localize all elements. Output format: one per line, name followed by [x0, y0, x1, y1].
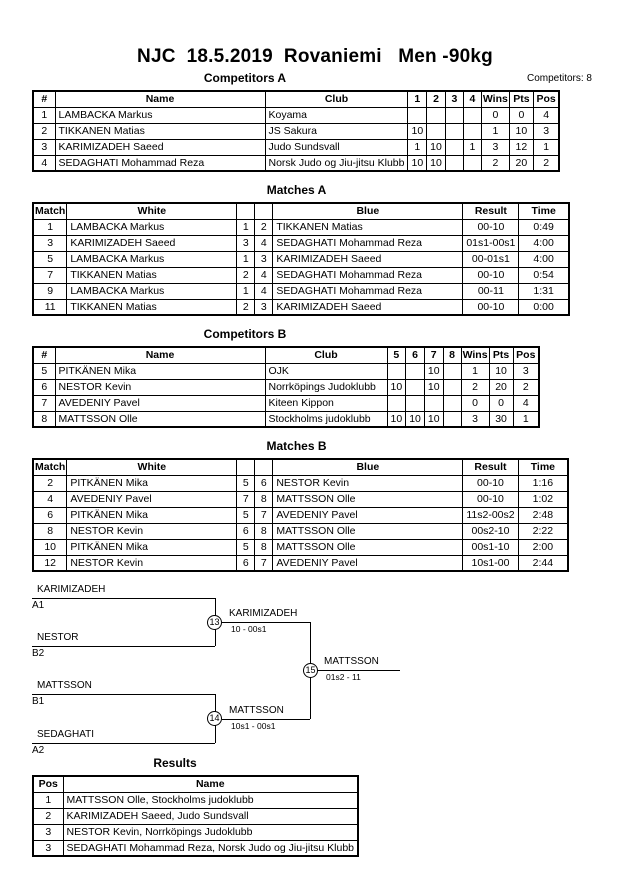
header-row	[33, 776, 358, 792]
table-cell: Norrköpings Judoklubb	[265, 379, 387, 395]
table-cell: 1:31	[519, 283, 569, 299]
table-cell: Stockholms judoklubb	[265, 411, 387, 427]
table-cell: 3	[481, 139, 509, 155]
bracket-winner-name: MATTSSON	[324, 656, 379, 667]
table-row	[33, 840, 358, 856]
table-cell: TIKKANEN Matias	[67, 299, 237, 315]
table-cell: MATTSSON Olle	[273, 539, 463, 555]
table-cell: 5	[33, 363, 55, 379]
bracket-competitor-name: NESTOR	[37, 632, 79, 643]
table-cell	[445, 123, 463, 139]
column-header	[237, 459, 255, 475]
table-cell	[443, 395, 461, 411]
table-cell: 1	[237, 219, 255, 235]
table-cell: 00-10	[463, 491, 518, 507]
column-header: Blue	[273, 203, 463, 219]
column-header: Name	[63, 776, 358, 792]
table-cell: 00-10	[463, 475, 518, 491]
competitors-a-section-header	[0, 71, 630, 85]
table-cell: 00-01s1	[463, 251, 519, 267]
table-cell	[443, 411, 461, 427]
table-cell: 2	[513, 379, 539, 395]
table-cell: AVEDENIY Pavel	[67, 491, 237, 507]
table-cell	[408, 107, 427, 123]
table-row	[33, 139, 559, 155]
bracket-match-score: 10s1 - 00s1	[231, 721, 276, 731]
column-header: Time	[518, 459, 568, 475]
table-cell	[387, 363, 406, 379]
column-header: #	[33, 91, 55, 107]
bracket-line	[32, 598, 215, 599]
table-cell: 0	[481, 107, 509, 123]
table-cell: Koyama	[265, 107, 408, 123]
header-row	[33, 347, 539, 363]
table-row	[33, 235, 569, 251]
table-cell	[424, 395, 443, 411]
table-cell: 2	[255, 219, 273, 235]
table-cell: LAMBACKA Markus	[67, 251, 237, 267]
table-cell: KARIMIZADEH Saeed	[67, 235, 237, 251]
table-row	[33, 395, 539, 411]
column-header: 3	[445, 91, 463, 107]
table-cell: 2	[33, 475, 67, 491]
column-header: Result	[463, 203, 519, 219]
table-cell: KARIMIZADEH Saeed	[273, 299, 463, 315]
column-header: Pts	[489, 347, 513, 363]
table-cell: 7	[255, 555, 273, 571]
elimination-bracket	[0, 582, 630, 754]
table-cell	[445, 107, 463, 123]
column-header: Time	[519, 203, 569, 219]
column-header: Match	[33, 459, 67, 475]
bracket-winner-name: MATTSSON	[229, 705, 284, 716]
table-cell: Judo Sundsvall	[265, 139, 408, 155]
table-cell: 2	[461, 379, 489, 395]
table-cell: 0	[461, 395, 489, 411]
table-cell: 7	[33, 395, 55, 411]
table-cell: 3	[33, 824, 63, 840]
table-cell: 2:22	[518, 523, 568, 539]
table-cell: 3	[461, 411, 489, 427]
table-cell: 10	[424, 379, 443, 395]
column-header	[237, 203, 255, 219]
header-row	[33, 459, 568, 475]
table-cell: 1	[481, 123, 509, 139]
table-cell: 00-10	[463, 219, 519, 235]
table-cell	[387, 395, 406, 411]
table-cell: 10	[424, 411, 443, 427]
table-cell: 7	[255, 507, 273, 523]
table-cell	[443, 379, 461, 395]
table-row	[33, 792, 358, 808]
table-cell: TIKKANEN Matias	[67, 267, 237, 283]
table-cell: 9	[33, 283, 67, 299]
table-cell: 11s2-00s2	[463, 507, 518, 523]
table-cell: 20	[489, 379, 513, 395]
table-cell: 4	[533, 107, 559, 123]
table-row	[33, 251, 569, 267]
column-header	[255, 203, 273, 219]
table-cell: 10	[408, 123, 427, 139]
matches-b-title: Matches B	[266, 439, 327, 453]
column-header: Pos	[33, 776, 63, 792]
bracket-seed-label: B2	[32, 648, 45, 659]
table-cell: 10	[509, 123, 533, 139]
table-cell	[427, 107, 446, 123]
table-cell: 6	[33, 507, 67, 523]
table-cell: OJK	[265, 363, 387, 379]
table-cell: 00-11	[463, 283, 519, 299]
table-cell: 7	[237, 491, 255, 507]
table-row	[33, 523, 568, 539]
table-cell: 10s1-00	[463, 555, 518, 571]
table-cell: 4	[513, 395, 539, 411]
table-cell: Norsk Judo og Jiu-jitsu Klubb	[265, 155, 408, 171]
column-header	[255, 459, 273, 475]
table-cell: 1	[33, 792, 63, 808]
table-cell	[406, 379, 425, 395]
table-cell: 00-10	[463, 299, 519, 315]
table-cell: 0	[509, 107, 533, 123]
table-cell: 5	[33, 251, 67, 267]
column-header: 4	[463, 91, 481, 107]
table-cell: 0:00	[519, 299, 569, 315]
competitors-b-table	[32, 346, 540, 428]
table-cell: 1	[33, 107, 55, 123]
competitors-b-section-header	[0, 327, 630, 341]
header-row	[33, 203, 569, 219]
table-cell: 4	[33, 155, 55, 171]
table-cell: 00s2-10	[463, 523, 518, 539]
table-cell: 1	[513, 411, 539, 427]
column-header: Result	[463, 459, 518, 475]
table-cell: 30	[489, 411, 513, 427]
table-cell: NESTOR Kevin	[67, 523, 237, 539]
table-cell	[445, 139, 463, 155]
bracket-line	[317, 670, 400, 671]
table-row	[33, 475, 568, 491]
table-cell: 2	[237, 299, 255, 315]
table-cell: SEDAGHATI Mohammad Reza, Norsk Judo og Jiu-jitsu Klubb	[63, 840, 358, 856]
table-cell: 10	[387, 379, 406, 395]
column-header: 1	[408, 91, 427, 107]
table-row	[33, 267, 569, 283]
table-cell: 6	[255, 475, 273, 491]
table-cell: NESTOR Kevin	[55, 379, 265, 395]
table-cell: 4	[255, 267, 273, 283]
table-cell: 6	[237, 555, 255, 571]
bracket-seed-label: A1	[32, 600, 45, 611]
column-header: White	[67, 203, 237, 219]
table-cell: 3	[255, 251, 273, 267]
bracket-match-node: 13	[207, 615, 222, 630]
table-cell: 1	[461, 363, 489, 379]
table-cell: AVEDENIY Pavel	[273, 507, 463, 523]
table-cell: 4:00	[519, 235, 569, 251]
table-cell: LAMBACKA Markus	[67, 219, 237, 235]
table-cell: KARIMIZADEH Saeed	[55, 139, 265, 155]
table-cell: 1	[33, 219, 67, 235]
table-cell: 3	[33, 840, 63, 856]
table-cell: 01s1-00s1	[463, 235, 519, 251]
table-cell: SEDAGHATI Mohammad Reza	[273, 267, 463, 283]
table-cell: 4	[255, 283, 273, 299]
table-cell: 3	[513, 363, 539, 379]
table-cell: 00-10	[463, 267, 519, 283]
table-row	[33, 107, 559, 123]
table-cell: LAMBACKA Markus	[55, 107, 265, 123]
table-cell: PITKÄNEN Mika	[67, 475, 237, 491]
table-cell: 0	[489, 395, 513, 411]
table-row	[33, 411, 539, 427]
table-cell: 8	[33, 411, 55, 427]
column-header: Pos	[513, 347, 539, 363]
column-header: 6	[406, 347, 425, 363]
table-cell: 5	[237, 539, 255, 555]
table-cell: NESTOR Kevin, Norrköpings Judoklubb	[63, 824, 358, 840]
column-header: Name	[55, 347, 265, 363]
table-cell: 1	[408, 139, 427, 155]
table-cell	[463, 107, 481, 123]
table-cell: 11	[33, 299, 67, 315]
column-header: #	[33, 347, 55, 363]
table-cell: 3	[255, 299, 273, 315]
column-header: Match	[33, 203, 67, 219]
table-cell	[445, 155, 463, 171]
table-cell: 1	[237, 283, 255, 299]
column-header: Blue	[273, 459, 463, 475]
table-cell: 8	[33, 523, 67, 539]
table-cell: 00s1-10	[463, 539, 518, 555]
table-row	[33, 123, 559, 139]
table-cell	[463, 155, 481, 171]
table-cell: 10	[424, 363, 443, 379]
table-row	[33, 491, 568, 507]
table-cell: 2:00	[518, 539, 568, 555]
table-cell: 2	[237, 267, 255, 283]
bracket-competitor-name: MATTSSON	[37, 680, 92, 691]
table-cell	[463, 123, 481, 139]
competitors-a-title: Competitors A	[203, 71, 287, 85]
bracket-competitor-name: KARIMIZADEH	[37, 584, 106, 595]
table-cell: KARIMIZADEH Saeed, Judo Sundsvall	[63, 808, 358, 824]
table-cell: 2	[33, 808, 63, 824]
table-cell: 10	[427, 155, 446, 171]
table-cell: 4	[33, 491, 67, 507]
matches-b-table	[32, 458, 569, 572]
table-cell: 8	[255, 539, 273, 555]
bracket-seed-label: B1	[32, 696, 45, 707]
table-cell: 10	[33, 539, 67, 555]
table-row	[33, 539, 568, 555]
column-header: 8	[443, 347, 461, 363]
table-cell: 0:49	[519, 219, 569, 235]
column-header: Wins	[461, 347, 489, 363]
table-cell: 8	[255, 491, 273, 507]
table-cell: 8	[255, 523, 273, 539]
table-cell: MATTSSON Olle, Stockholms judoklubb	[63, 792, 358, 808]
table-cell: 7	[33, 267, 67, 283]
column-header: Pts	[509, 91, 533, 107]
table-cell: PITKÄNEN Mika	[67, 539, 237, 555]
table-cell	[406, 363, 425, 379]
table-cell: TIKKANEN Matias	[273, 219, 463, 235]
table-row	[33, 283, 569, 299]
table-cell: 6	[237, 523, 255, 539]
table-cell: MATTSSON Olle	[273, 523, 463, 539]
table-row	[33, 824, 358, 840]
table-cell: 5	[237, 507, 255, 523]
column-header: White	[67, 459, 237, 475]
table-cell: SEDAGHATI Mohammad Reza	[55, 155, 265, 171]
table-cell: 4	[255, 235, 273, 251]
table-cell: AVEDENIY Pavel	[273, 555, 463, 571]
bracket-match-node: 14	[207, 711, 222, 726]
table-row	[33, 555, 568, 571]
competitors-b-title: Competitors B	[203, 327, 287, 341]
table-row	[33, 155, 559, 171]
bracket-line	[222, 622, 310, 623]
table-cell: 3	[533, 123, 559, 139]
table-cell: PITKÄNEN Mika	[55, 363, 265, 379]
results-table	[32, 775, 359, 857]
table-cell: LAMBACKA Markus	[67, 283, 237, 299]
matches-a-table	[32, 202, 570, 316]
column-header: Wins	[481, 91, 509, 107]
table-cell: 3	[33, 139, 55, 155]
table-cell: 10	[489, 363, 513, 379]
table-cell: 1	[533, 139, 559, 155]
bracket-winner-name: KARIMIZADEH	[229, 608, 298, 619]
table-cell: 0:54	[519, 267, 569, 283]
table-cell: MATTSSON Olle	[55, 411, 265, 427]
page-title: NJC 18.5.2019 Rovaniemi Men -90kg	[137, 46, 493, 67]
table-cell: 12	[33, 555, 67, 571]
table-cell: MATTSSON Olle	[273, 491, 463, 507]
table-cell: 3	[33, 235, 67, 251]
column-header: Club	[265, 347, 387, 363]
column-header: 2	[427, 91, 446, 107]
table-cell: 10	[427, 139, 446, 155]
table-row	[33, 507, 568, 523]
bracket-competitor-name: SEDAGHATI	[37, 729, 95, 740]
column-header: Club	[265, 91, 408, 107]
table-row	[33, 363, 539, 379]
table-cell: 1:16	[518, 475, 568, 491]
header-row	[33, 91, 559, 107]
competitors-count-label: Competitors: 8	[526, 73, 592, 84]
table-cell	[406, 395, 425, 411]
table-cell: 2:44	[518, 555, 568, 571]
matches-a-title: Matches A	[266, 183, 327, 197]
table-cell: JS Sakura	[265, 123, 408, 139]
table-cell: SEDAGHATI Mohammad Reza	[273, 283, 463, 299]
bracket-match-score: 10 - 00s1	[231, 624, 267, 634]
table-cell: 1	[237, 251, 255, 267]
table-cell: 10	[387, 411, 406, 427]
column-header: 7	[424, 347, 443, 363]
table-cell: NESTOR Kevin	[273, 475, 463, 491]
table-cell: 10	[406, 411, 425, 427]
table-row	[33, 379, 539, 395]
bracket-line	[222, 719, 310, 720]
table-cell: Kiteen Kippon	[265, 395, 387, 411]
table-row	[33, 299, 569, 315]
bracket-line	[32, 646, 215, 647]
table-cell	[427, 123, 446, 139]
competitors-a-table	[32, 90, 560, 172]
column-header: 5	[387, 347, 406, 363]
bracket-match-node: 15	[303, 663, 318, 678]
bracket-match-score: 01s2 - 11	[326, 672, 361, 682]
table-cell	[443, 363, 461, 379]
table-cell: 1	[463, 139, 481, 155]
table-cell: 2	[33, 123, 55, 139]
table-row	[33, 219, 569, 235]
table-cell: 3	[237, 235, 255, 251]
table-row	[33, 808, 358, 824]
bracket-line	[32, 743, 215, 744]
table-cell: NESTOR Kevin	[67, 555, 237, 571]
table-cell: PITKÄNEN Mika	[67, 507, 237, 523]
table-cell: TIKKANEN Matias	[55, 123, 265, 139]
table-cell: 12	[509, 139, 533, 155]
column-header: Name	[55, 91, 265, 107]
table-cell: KARIMIZADEH Saeed	[273, 251, 463, 267]
table-cell: AVEDENIY Pavel	[55, 395, 265, 411]
table-cell: 1:02	[518, 491, 568, 507]
table-cell: 2	[533, 155, 559, 171]
table-cell: SEDAGHATI Mohammad Reza	[273, 235, 463, 251]
table-cell: 6	[33, 379, 55, 395]
table-cell: 2:48	[518, 507, 568, 523]
results-title: Results	[153, 756, 197, 770]
bracket-line	[32, 694, 215, 695]
table-cell: 4:00	[519, 251, 569, 267]
bracket-seed-label: A2	[32, 745, 45, 756]
table-cell: 20	[509, 155, 533, 171]
table-cell: 10	[408, 155, 427, 171]
table-cell: 2	[481, 155, 509, 171]
column-header: Pos	[533, 91, 559, 107]
table-cell: 5	[237, 475, 255, 491]
